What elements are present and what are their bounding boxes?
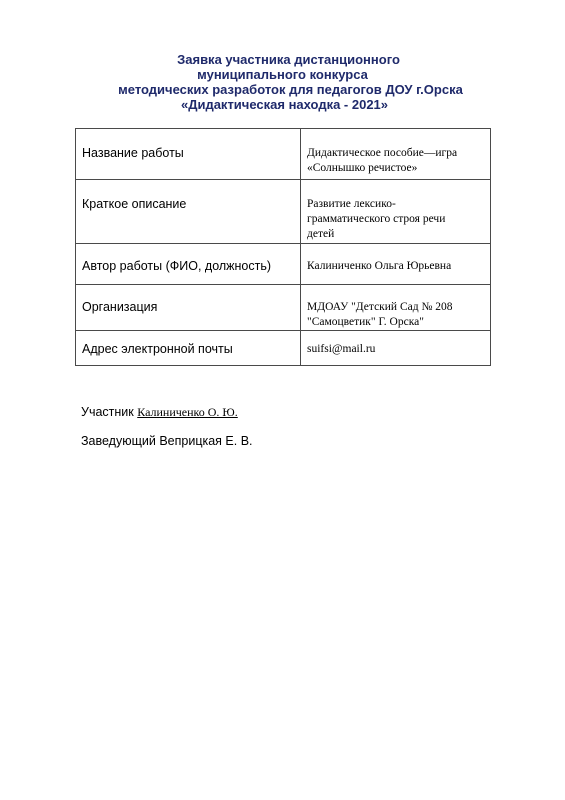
- participant-signature-line: [81, 405, 238, 420]
- short-description-label: Краткое описание: [76, 180, 301, 244]
- participant-label: Участник: [81, 405, 138, 419]
- table-row: [76, 129, 491, 180]
- table-row: [76, 180, 491, 244]
- title-line-3: методических разработок для педагогов ДОУ г.Орска: [118, 82, 463, 97]
- table-row: [76, 331, 491, 366]
- short-description-value: Развитие лексико- грамматического строя речи детей: [301, 180, 491, 244]
- participant-name: Калиниченко О. Ю.: [137, 405, 238, 419]
- head-signature-line: Заведующий Веприцкая Е. В.: [81, 434, 253, 448]
- organization-value: МДОАУ "Детский Сад № 208 "Самоцветик" Г. Орска": [301, 285, 491, 331]
- author-value: Калиниченко Ольга Юрьевна: [301, 244, 491, 285]
- work-title-value: Дидактическое пособие—игра «Солнышко речистое»: [301, 129, 491, 180]
- table-row: [76, 285, 491, 331]
- author-label: Автор работы (ФИО, должность): [76, 244, 301, 285]
- document-title: [0, 52, 565, 112]
- title-line-4: «Дидактическая находка - 2021»: [180, 97, 389, 112]
- organization-label: Организация: [76, 285, 301, 331]
- work-title-label: Название работы: [76, 129, 301, 180]
- application-table: [75, 128, 491, 366]
- title-line-2: муниципального конкурса: [197, 67, 368, 82]
- email-label: Адрес электронной почты: [76, 331, 301, 366]
- table-row: [76, 244, 491, 285]
- title-line-1: Заявка участника дистанционного: [177, 52, 400, 67]
- email-value: suifsi@mail.ru: [301, 331, 491, 366]
